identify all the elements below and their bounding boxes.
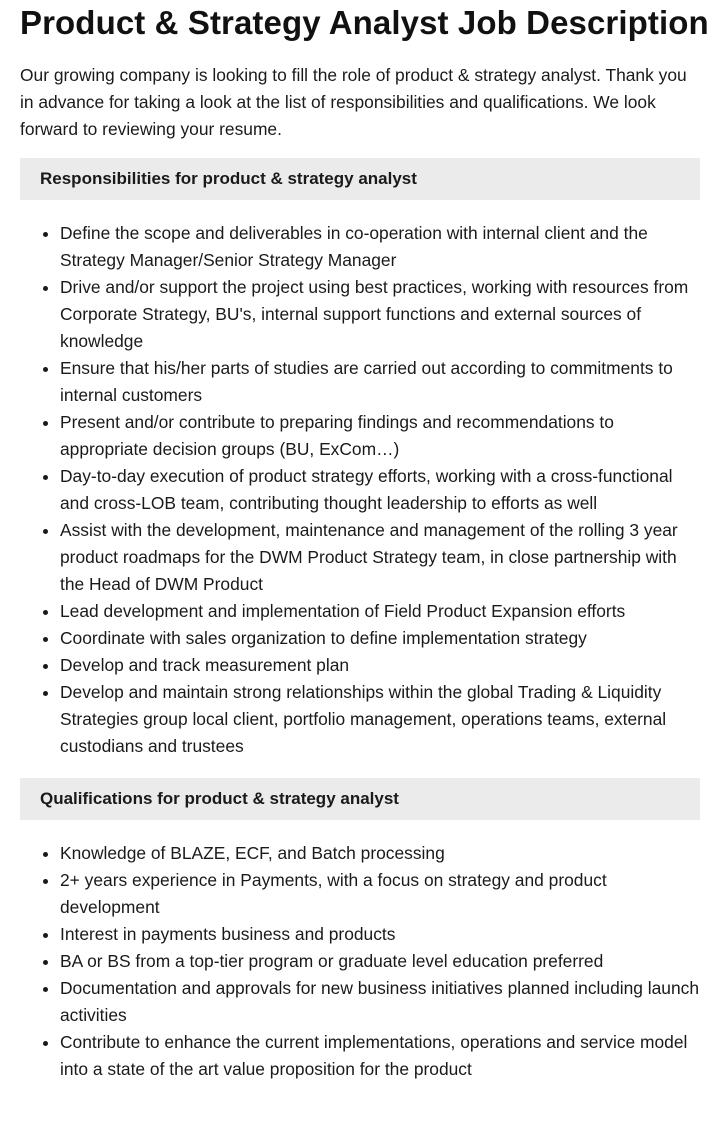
list-item: • Day-to-day execution of product strategy efforts, working with a cross-functional and cross-LOB team, contributing thought leadership to efforts as well <box>60 463 700 517</box>
intro-paragraph: Our growing company is looking to fill the role of product & strategy analyst. Thank you in advance for taking a look at the list of responsibilities and qualifications. We look forward to reviewing your resume. <box>20 65 687 139</box>
responsibilities-heading: Responsibilities for product & strategy analyst <box>20 158 700 200</box>
page-title: Product & Strategy Analyst Job Description <box>20 4 709 41</box>
list-item: • Lead development and implementation of Field Product Expansion efforts <box>60 598 700 625</box>
list-item: • Contribute to enhance the current implementations, operations and service model into a state of the art value proposition for the product <box>60 1029 700 1083</box>
list-item: • Knowledge of BLAZE, ECF, and Batch processing <box>60 840 700 867</box>
list-item: • 2+ years experience in Payments, with a focus on strategy and product development <box>60 867 700 921</box>
list-item: • Ensure that his/her parts of studies are carried out according to commitments to internal customers <box>60 355 700 409</box>
list-item: • Coordinate with sales organization to define implementation strategy <box>60 625 700 652</box>
qualifications-heading: Qualifications for product & strategy analyst <box>20 778 700 820</box>
qualifications-list <box>20 840 700 1083</box>
list-item: • Drive and/or support the project using best practices, working with resources from Corporate Strategy, BU's, internal support functions and external sources of knowledge <box>60 274 700 355</box>
list-item: • Define the scope and deliverables in co-operation with internal client and the Strategy Manager/Senior Strategy Manager <box>60 220 700 274</box>
list-item: • Develop and track measurement plan <box>60 652 700 679</box>
list-item: • BA or BS from a top-tier program or graduate level education preferred <box>60 948 700 975</box>
responsibilities-list <box>20 220 700 760</box>
list-item: • Develop and maintain strong relationships within the global Trading & Liquidity Strategies group local client, portfolio management, operations teams, external custodians and trustees <box>60 679 700 760</box>
list-item: • Assist with the development, maintenance and management of the rolling 3 year product roadmaps for the DWM Product Strategy team, in close partnership with the Head of DWM Product <box>60 517 700 598</box>
list-item: • Documentation and approvals for new business initiatives planned including launch activities <box>60 975 700 1029</box>
list-item: • Present and/or contribute to preparing findings and recommendations to appropriate decision groups (BU, ExCom…) <box>60 409 700 463</box>
list-item: • Interest in payments business and products <box>60 921 700 948</box>
